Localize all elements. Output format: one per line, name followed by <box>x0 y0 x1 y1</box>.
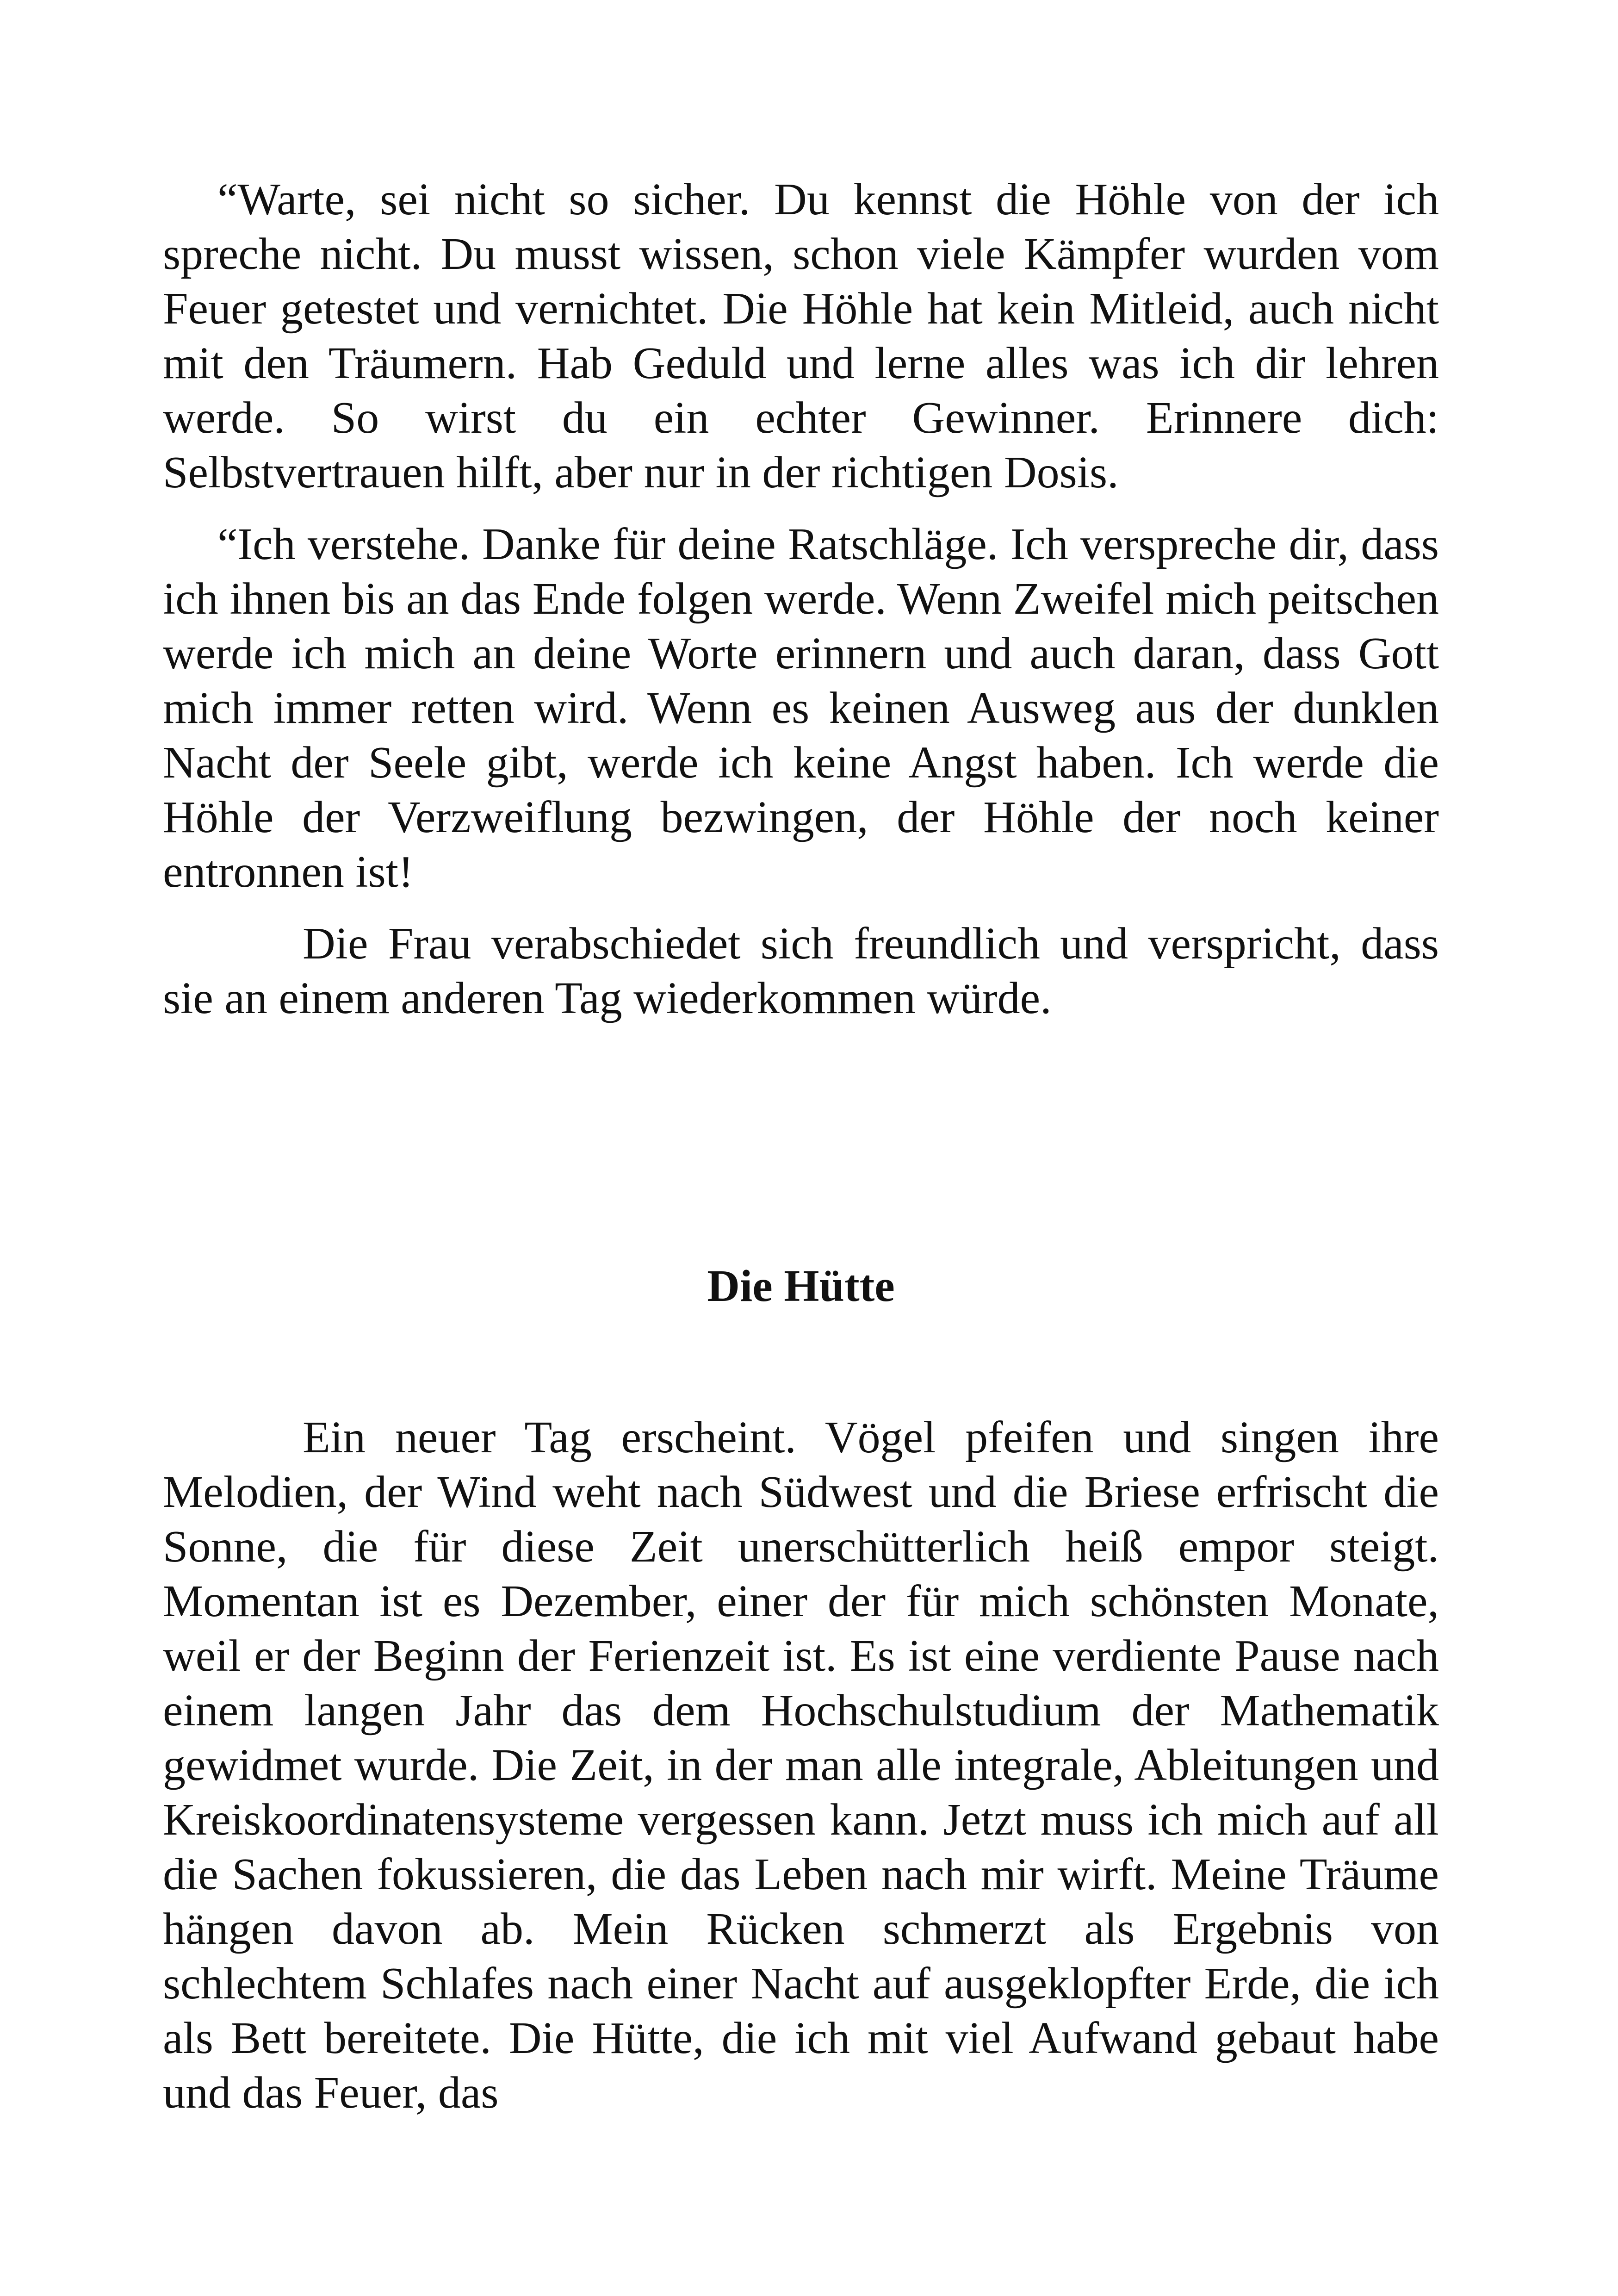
paragraph-new-day: Ein neuer Tag erscheint. Vögel pfeifen und singen ihre Melodien, der Wind weht nach Südwest und die Briese erfrischt die Sonne, die für diese Zeit unerschütterlich heiß empor steigt. Momentan ist es Dezember, einer der für mich schönsten Monate, weil er der Beginn der Ferienzeit ist. Es ist eine verdiente Pause nach einem langen Jahr das dem Hochschulstudium der Mathematik gewidmet wurde. Die Zeit, in der man alle integrale, Ableitungen und Kreiskoordinatensysteme vergessen kann. Jetzt muss ich mich auf all die Sachen fokussieren, die das Leben nach mir wirft. Meine Träume hängen davon ab. Mein Rücken schmerzt als Ergebnis von schlechtem Schlafes nach einer Nacht auf ausgeklopfter Erde, die ich als Bett bereitete. Die Hütte, die ich mit viel Aufwand gebaut habe und das Feuer, das <box>163 1412 1439 2118</box>
paragraph-reply: “Ich verstehe. Danke für deine Ratschläge. Ich verspreche dir, dass ich ihnen bis an das Ende folgen werde. Wenn Zweifel mich peitschen werde ich mich an deine Worte erinnern und auch daran, dass Gott mich immer retten wird. Wenn es keinen Ausweg aus der dunklen Nacht der Seele gibt, werde ich keine Angst haben. Ich werde die Höhle der Verzweiflung bezwingen, der Höhle der noch keiner entronnen ist! <box>163 519 1439 897</box>
dialogue-section <box>163 172 1439 1026</box>
chapter-title: Die Hütte <box>707 1261 895 1311</box>
paragraph-warning: “Warte, sei nicht so sicher. Du kennst die Höhle von der ich spreche nicht. Du musst wissen, schon viele Kämpfer wurden vom Feuer getestet und vernichtet. Die Höhle hat kein Mitleid, auch nicht mit den Träumern. Hab Geduld und lerne alles was ich dir lehren werde. So wirst du ein echter Gewinner. Erinnere dich: Selbstvertrauen hilft, aber nur in der richtigen Dosis. <box>163 174 1439 498</box>
chapter-section <box>163 1410 1439 2120</box>
paragraph-farewell: Die Frau verabschiedet sich freundlich und verspricht, dass sie an einem anderen Tag wiederkommen würde. <box>163 919 1439 1023</box>
